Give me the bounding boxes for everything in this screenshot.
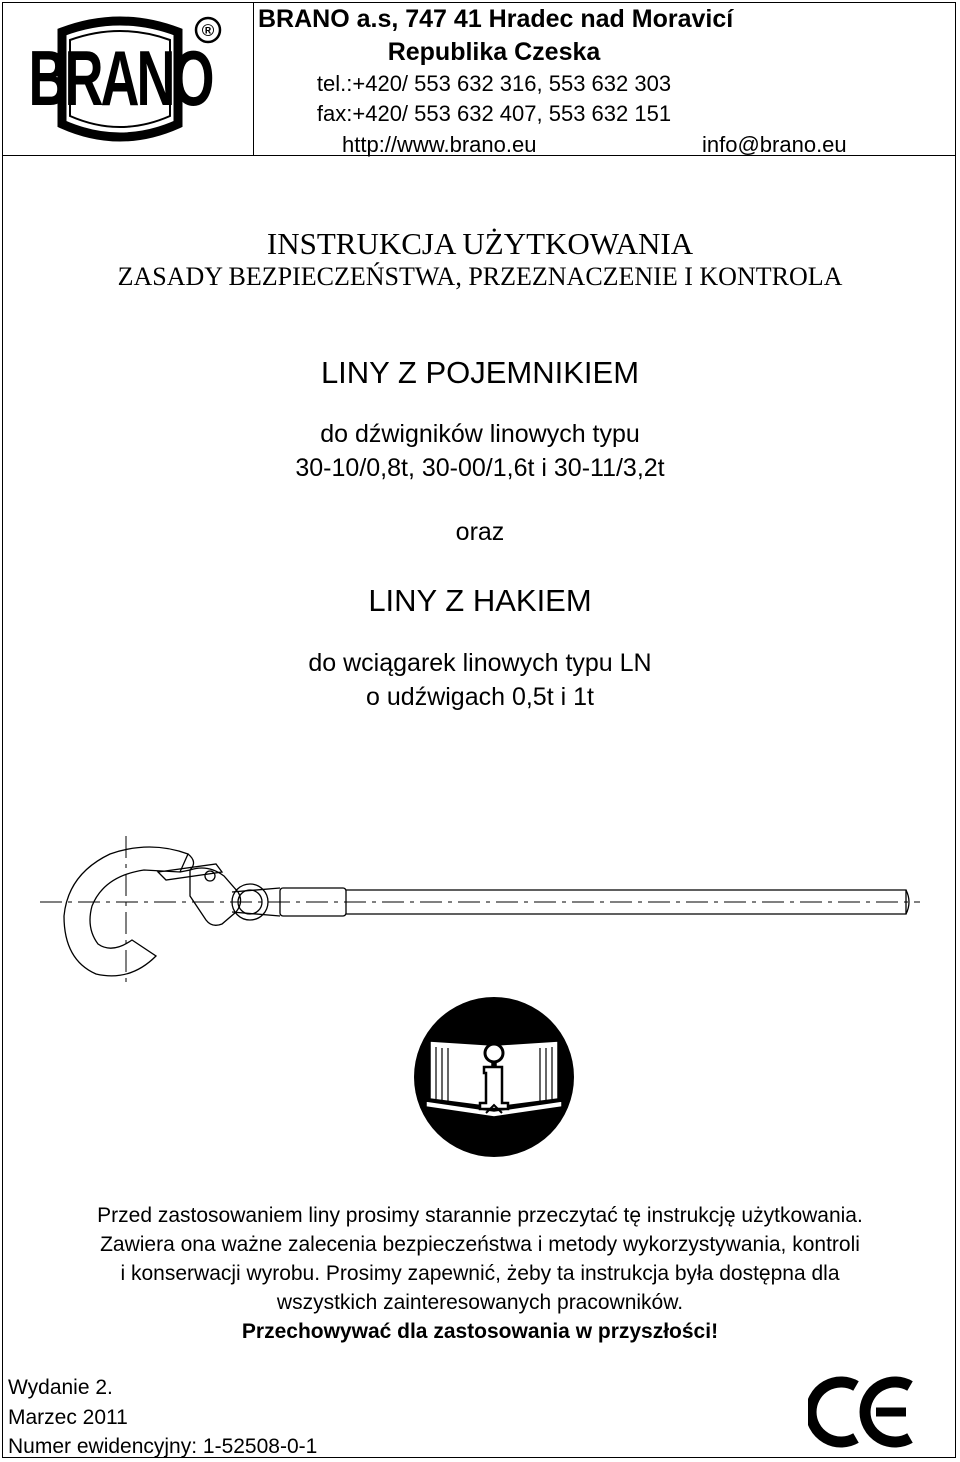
product-desc-2-line-1: do wciągarek linowych typu LN (308, 649, 652, 677)
company-tel: tel.:+420/ 553 632 316, 553 632 303 (316, 71, 672, 96)
brano-logo (24, 12, 224, 150)
company-name: BRANO a.s, 747 41 Hradec nad Moravicí (258, 5, 734, 33)
product-heading-2: LINY Z HAKIEM (368, 583, 592, 618)
conjunction: oraz (455, 518, 505, 546)
document-subtitle: ZASADY BEZPIECZEŃSTWA, PRZEZNACZENIE I KONTROLA (117, 262, 843, 291)
logo-cell (2, 2, 254, 155)
product-desc-1-line-1: do dźwigników linowych typu (320, 420, 640, 448)
company-fax: fax:+420/ 553 632 407, 553 632 151 (316, 101, 672, 126)
company-email[interactable]: info@brano.eu (702, 132, 847, 157)
ce-mark-icon (808, 1376, 916, 1448)
notice-line-1: Przed zastosowaniem liny prosimy starannie przeczytać tę instrukcję użytkowania. (97, 1204, 863, 1227)
logo-text: BRANO (28, 34, 212, 123)
notice-line-4: wszystkich zainteresowanych pracowników. (276, 1291, 684, 1314)
company-country: Republika Czeska (387, 38, 601, 66)
record-number: Numer ewidencyjny: 1-52508-0-1 (8, 1435, 318, 1458)
notice-line-5: Przechowywać dla zastosowania w przyszłości! (241, 1320, 719, 1343)
product-desc-2-line-2: o udźwigach 0,5t i 1t (366, 683, 594, 711)
product-desc-1-line-2: 30-10/0,8t, 30-00/1,6t i 30-11/3,2t (295, 454, 665, 482)
product-heading-1: LINY Z POJEMNIKIEM (320, 355, 640, 390)
notice-line-2: Zawiera ona ważne zalecenia bezpieczeństwa i metody wykorzystywania, kontroli (100, 1233, 860, 1256)
edition-number: Wydanie 2. (8, 1376, 113, 1399)
notice-line-3: i konserwacji wyrobu. Prosimy zapewnić, żeby ta instrukcja była dostępna dla (120, 1262, 840, 1285)
edition-date: Marzec 2011 (8, 1406, 128, 1429)
company-website[interactable]: http://www.brano.eu (342, 132, 537, 157)
document-title: INSTRUKCJA UŻYTKOWANIA (266, 226, 694, 261)
registered-mark: ® (201, 21, 215, 40)
rope-with-hook-icon (40, 836, 920, 986)
book-info-icon (410, 995, 580, 1159)
